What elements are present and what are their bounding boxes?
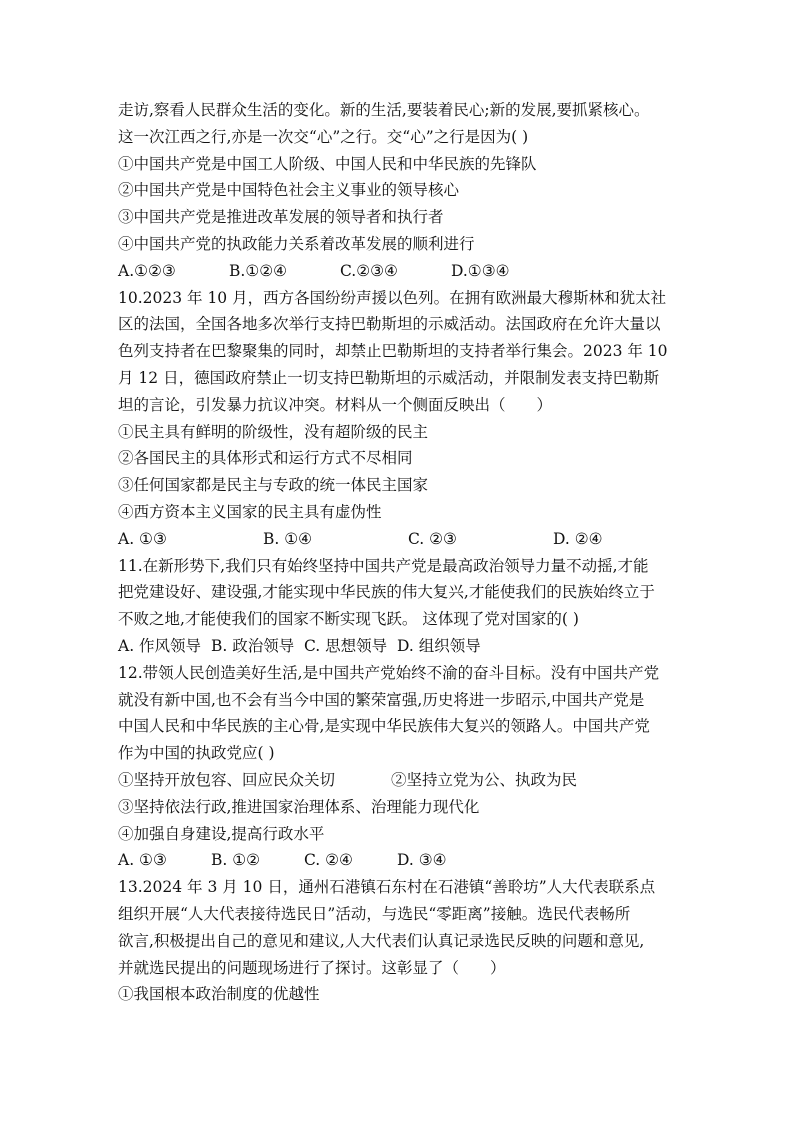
q11-line-2: 把党建设好、建设强,才能实现中华民族的伟大复兴,才能使我们的民族始终立于	[118, 583, 655, 602]
q11-line-3: 不败之地,才能使我们的国家不断实现飞跃。 这体现了党对国家的( )	[118, 610, 579, 629]
q12-statement-4: ④加强自身建设,提高行政水平	[118, 824, 325, 843]
q11-option-b: B. 政治领导	[211, 636, 295, 655]
q12-statement-1: ①坚持开放包容、回应民众关切	[118, 770, 336, 789]
q13-line-3: 欲言,积极提出自己的意见和建议,人大代表们认真记录选民反映的问题和意见,	[118, 931, 645, 950]
q9-option-d: D.①③④	[451, 261, 510, 280]
q10-statement-1: ①民主具有鲜明的阶级性，没有超阶级的民主	[118, 422, 429, 441]
q12-line-2: 就没有新中国,也不会有当今中国的繁荣富强,历史将进一步昭示,中国共产党是	[118, 690, 645, 709]
q9-line-1: 走访,察看人民群众生活的变化。新的生活,要装着民心;新的发展,要抓紧核心。	[118, 101, 650, 119]
q9-line-2: 这一次江西之行,亦是一次交“心”之行。交“心”之行是因为( )	[118, 127, 529, 146]
q9-option-a: A.①②③	[118, 261, 176, 280]
q11-options	[118, 633, 698, 660]
q10-line-5: 坦的言论，引发暴力抗议冲突。材料从一个侧面反映出（ ）	[118, 395, 553, 414]
q12-options	[118, 847, 698, 874]
q10-option-a: A. ①③	[118, 529, 167, 548]
q13-line-2: 组织开展“人大代表接待选民日”活动，与选民“零距离”接触。选民代表畅所	[118, 904, 631, 923]
q11-option-c: C. 思想领导	[304, 636, 388, 655]
q10-option-d: D. ②④	[553, 529, 603, 548]
q13-line-1: 13.2024 年 3 月 10 日，通州石港镇石东村在石港镇“善聆坊”人大代表联系点	[118, 878, 656, 897]
q10-statement-2: ②各国民主的具体形式和运行方式不尽相同	[118, 449, 413, 468]
q9-statement-3: ③中国共产党是推进改革发展的领导者和执行者	[118, 208, 444, 227]
q9-options	[118, 258, 698, 285]
q11-option-a: A. 作风领导	[118, 636, 202, 655]
q12-statements-1-2	[118, 767, 698, 794]
q9-option-c: C.②③④	[340, 261, 398, 280]
q11-option-d: D. 组织领导	[397, 636, 481, 655]
q10-line-2: 区的法国，全国各地多次举行支持巴勒斯坦的示威活动。法国政府在允许大量以	[118, 315, 661, 334]
q10-statement-4: ④西方资本主义国家的民主具有虚伪性	[118, 502, 382, 521]
q13-statement-1: ①我国根本政治制度的优越性	[118, 985, 320, 1004]
q12-line-3: 中国人民和中华民族的主心骨,是实现中华民族伟大复兴的领路人。中国共产党	[118, 717, 650, 736]
q9-statement-4: ④中国共产党的执政能力关系着改革发展的顺利进行	[118, 234, 475, 253]
q9-statement-1: ①中国共产党是中国工人阶级、中国人民和中华民族的先锋队	[118, 154, 537, 173]
q9-statement-2: ②中国共产党是中国特色社会主义事业的领导核心	[118, 181, 460, 200]
q12-statement-2: ②坚持立党为公、执政为民	[391, 770, 578, 789]
q12-option-d: D. ③④	[397, 851, 447, 870]
question-text-body	[118, 97, 698, 1008]
q10-line-1: 10.2023 年 10 月，西方各国纷纷声援以色列。在拥有欧洲最大穆斯林和犹太社	[118, 288, 667, 307]
q13-line-4: 并就选民提出的问题现场进行了探讨。这彰显了（ ）	[118, 958, 506, 977]
q10-statement-3: ③任何国家都是民主与专政的统一体民主国家	[118, 476, 429, 495]
q12-option-c: C. ②④	[304, 851, 353, 870]
q12-option-a: A. ①③	[118, 851, 167, 870]
q10-line-4: 月 12 日，德国政府禁止一切支持巴勒斯坦的示威活动，并限制发表支持巴勒斯	[118, 368, 660, 387]
q12-line-1: 12.带领人民创造美好生活,是中国共产党始终不渝的奋斗目标。没有中国共产党	[118, 663, 660, 682]
q12-option-b: B. ①②	[211, 851, 261, 870]
q12-line-4: 作为中国的执政党应( )	[118, 744, 275, 763]
q10-line-3: 色列支持者在巴黎聚集的同时，却禁止巴勒斯坦的支持者举行集会。2023 年 10	[118, 342, 668, 361]
q10-option-c: C. ②③	[408, 529, 457, 548]
q11-line-1: 11.在新形势下,我们只有始终坚持中国共产党是最高政治领导力量不动摇,才能	[118, 556, 649, 575]
q10-options	[118, 526, 698, 553]
q12-statement-3: ③坚持依法行政,推进国家治理体系、治理能力现代化	[118, 797, 480, 816]
q9-option-b: B.①②④	[229, 261, 288, 280]
q10-option-b: B. ①④	[263, 529, 313, 548]
